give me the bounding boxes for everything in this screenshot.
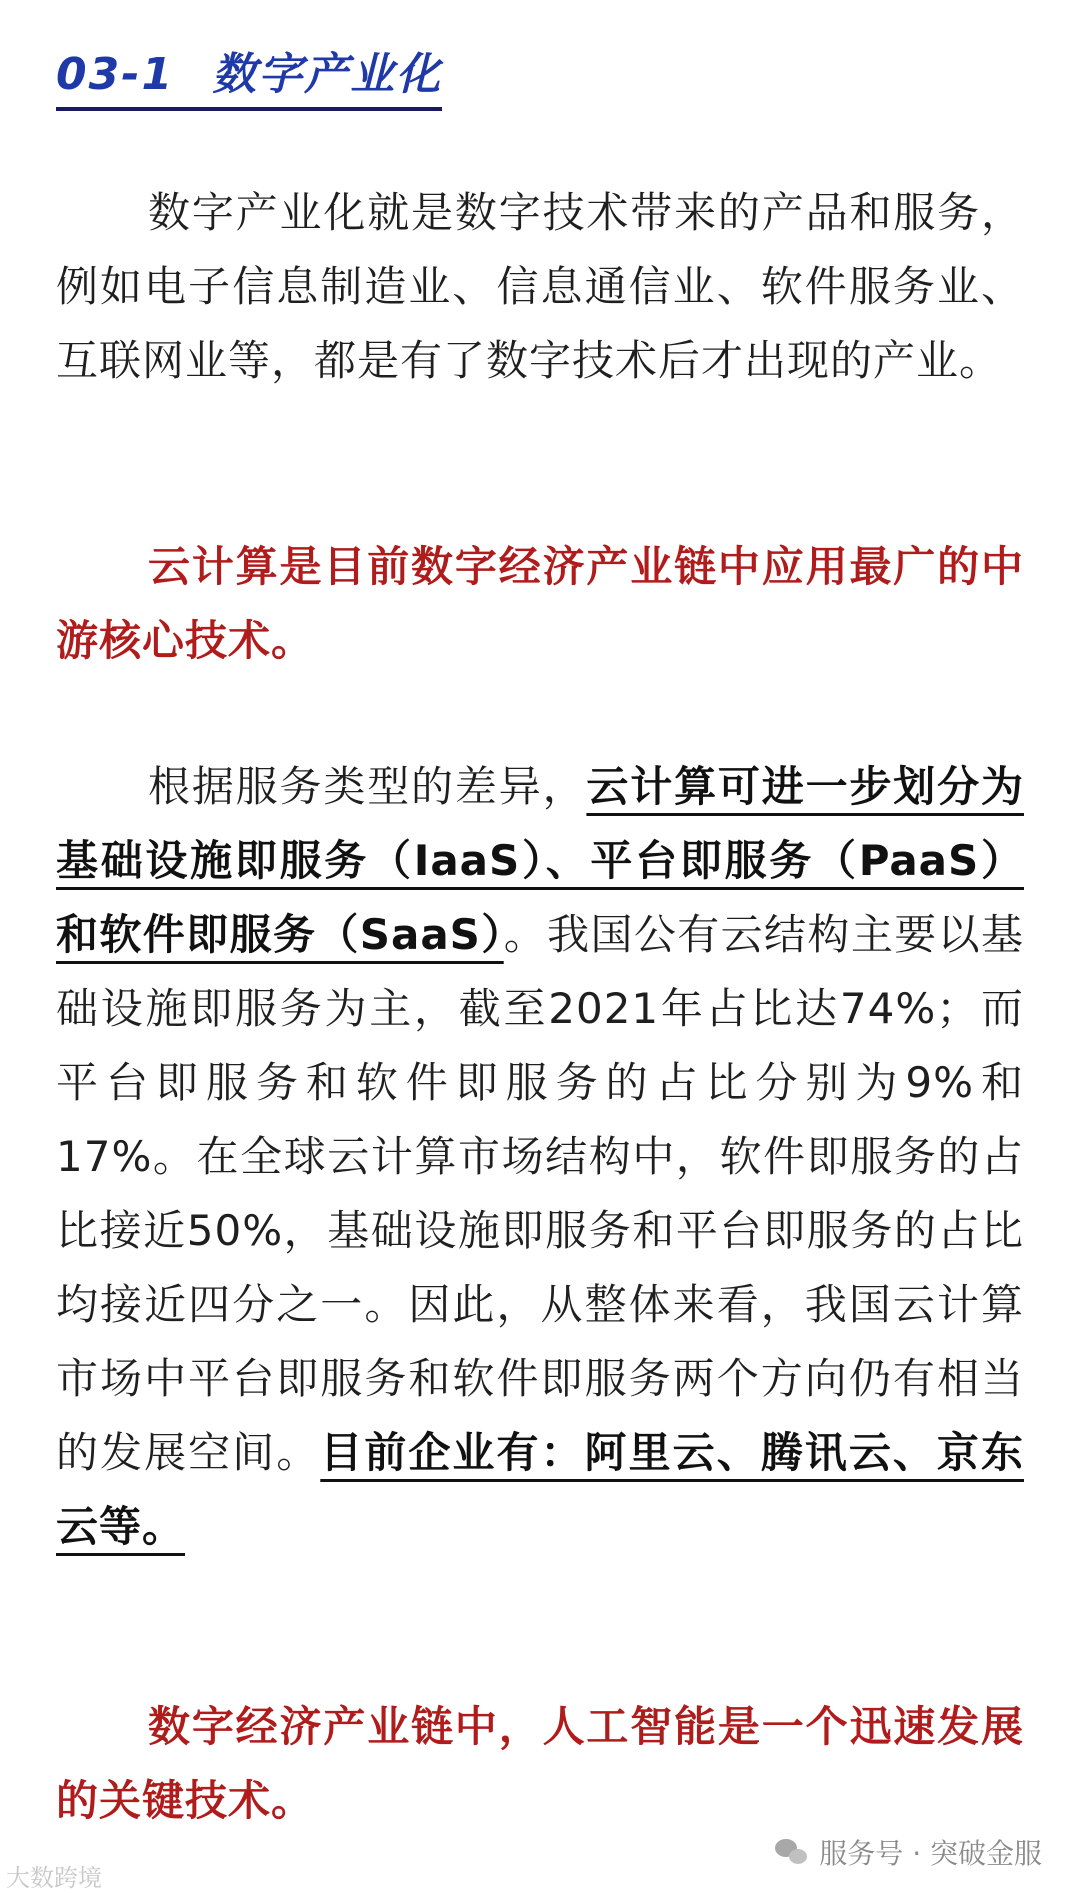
intro-text: 数字产业化就是数字技术带来的产品和服务，例如电子信息制造业、信息通信业、软件服务业、互联网业等，都是有了数字技术后才出现的产业。 [56, 188, 1024, 385]
highlight-cloud-text: 云计算是目前数字经济产业链中应用最广的中游核心技术。 [56, 542, 1024, 665]
section-heading [56, 50, 442, 111]
cloud-lead-text: 根据服务类型的差异， [148, 762, 587, 811]
highlight-cloud-computing [56, 530, 1024, 678]
cloud-market-text: 。我国公有云结构主要以基础设施即服务为主，截至2021年占比达74%；而平台即服务和软件即服务的占比分别为9%和17%。在全球云计算市场结构中，软件即服务的占比接近50%，基础设施即服务和平台即服务的占比均接近四分之一。因此，从整体来看，我国云计算市场中平台即服务和软件即服务两个方向仍有相当的发展空间。 [56, 910, 1024, 1477]
watermark-right-text: 服务号 · 突破金服 [819, 1837, 1042, 1870]
watermark-left: 大数跨境 [6, 1864, 102, 1892]
section-number: 03-1 [56, 49, 175, 100]
cloud-companies: 目前企业有：阿里云、腾讯云、京东云等。 [56, 1428, 1024, 1551]
highlight-ai [56, 1690, 1024, 1838]
highlight-ai-text: 数字经济产业链中，人工智能是一个迅速发展的关键技术。 [56, 1702, 1024, 1825]
wechat-icon [775, 1837, 809, 1867]
section-title: 数字产业化 [212, 49, 443, 100]
cloud-detail-paragraph [56, 750, 1024, 1564]
cloud-service-types: 云计算可进一步划分为基础设施即服务（IaaS）、平台即服务（PaaS）和软件即服务（SaaS） [56, 762, 1024, 959]
watermark-right [775, 1832, 1042, 1872]
footer [0, 1837, 1080, 1892]
intro-paragraph [56, 176, 1024, 398]
